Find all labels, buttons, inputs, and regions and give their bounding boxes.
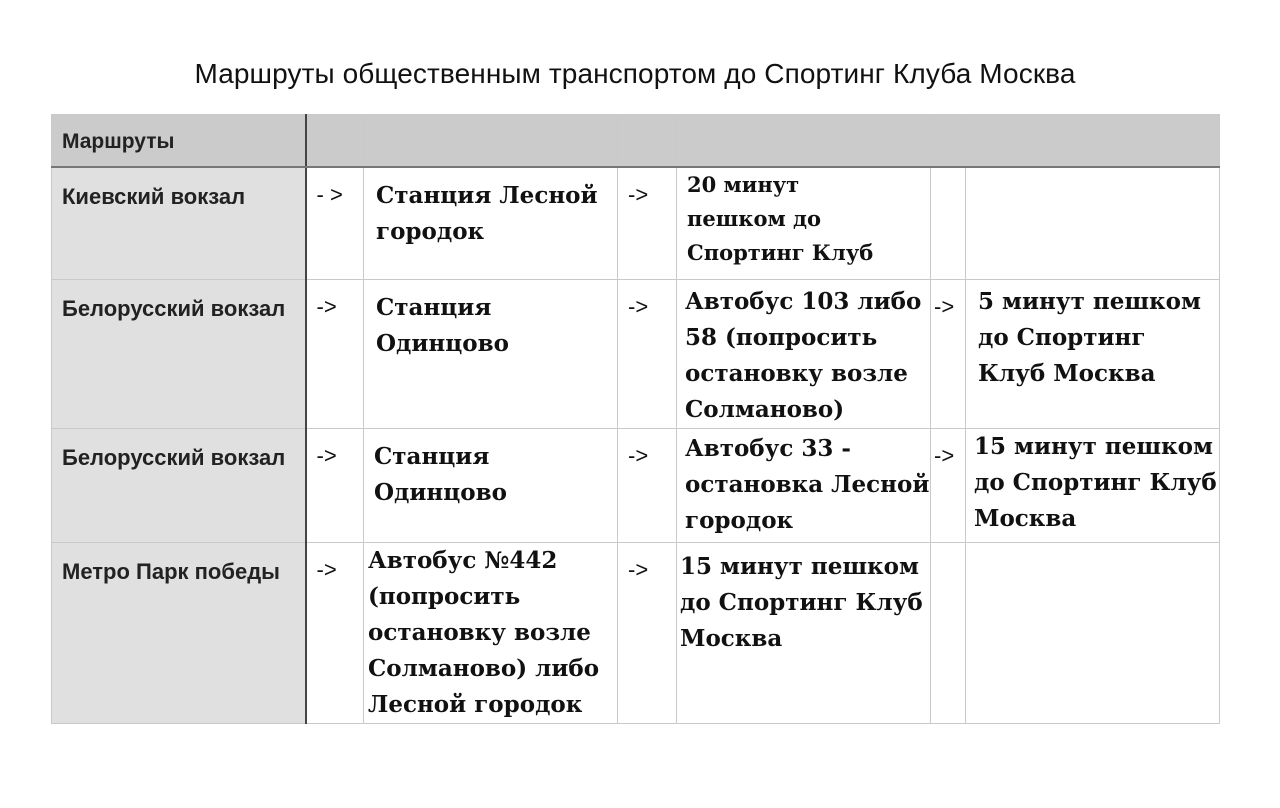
- table-row: [52, 428, 1220, 542]
- step-cell: [966, 279, 1220, 428]
- header-cell: [364, 115, 618, 168]
- header-cell: [677, 115, 931, 168]
- route-cell: [52, 279, 306, 428]
- header-cell: [966, 115, 1220, 168]
- arrow-text: ->: [628, 556, 649, 582]
- arrow-text: ->: [628, 182, 649, 207]
- step-text: 20 минут пешком до Спортинг Клуб: [687, 172, 874, 265]
- step-text: Автобус 103 либо 58 (попросить остановку возле Солманово): [685, 287, 922, 423]
- step-cell: [364, 428, 618, 542]
- table-header-row: [52, 115, 1220, 168]
- arrow-text: ->: [316, 556, 337, 582]
- route-cell: [52, 428, 306, 542]
- route-name: Метро Парк победы: [62, 558, 280, 584]
- arrow-text: ->: [934, 442, 955, 468]
- arrow-text: ->: [316, 442, 337, 468]
- step-text: 5 минут пешком до Спортинг Клуб Москва: [978, 287, 1201, 387]
- arrow-cell: [306, 167, 364, 279]
- step-text: Станция Одинцово: [374, 442, 507, 506]
- arrow-text: [931, 168, 965, 182]
- arrow-text: ->: [934, 293, 955, 319]
- table-row: [52, 279, 1220, 428]
- arrow-text: ->: [628, 442, 649, 468]
- step-text: 15 минут пешком до Спортинг Клуб Москва: [680, 552, 923, 652]
- arrow-cell: [618, 542, 677, 723]
- header-label: Маршруты: [62, 130, 175, 153]
- route-cell: [52, 167, 306, 279]
- routes-table: [51, 114, 1220, 724]
- arrow-text: [931, 543, 965, 557]
- arrow-text: - >: [316, 182, 343, 207]
- arrow-text: ->: [316, 293, 337, 319]
- arrow-cell: [306, 279, 364, 428]
- step-cell: [677, 428, 931, 542]
- header-cell: [931, 115, 966, 168]
- step-cell: [364, 279, 618, 428]
- route-name: Белорусский вокзал: [62, 295, 286, 321]
- arrow-cell: [931, 428, 966, 542]
- step-cell: [677, 279, 931, 428]
- step-text: Автобус 33 - остановка Лесной городок: [685, 434, 930, 534]
- arrow-cell: [931, 167, 966, 279]
- arrow-cell: [618, 428, 677, 542]
- arrow-cell: [931, 279, 966, 428]
- arrow-cell: [618, 167, 677, 279]
- route-cell: [52, 542, 306, 723]
- arrow-cell: [306, 428, 364, 542]
- header-cell: [306, 115, 364, 168]
- page-title: Маршруты общественным транспортом до Спортинг Клуба Москва: [194, 58, 1076, 89]
- step-text: Станция Одинцово: [376, 293, 509, 357]
- step-text: Станция Лесной городок: [376, 182, 598, 245]
- step-cell: [966, 167, 1220, 279]
- step-cell: [966, 428, 1220, 542]
- route-name: Белорусский вокзал: [62, 444, 286, 470]
- step-cell: [364, 542, 618, 723]
- step-cell: [966, 542, 1220, 723]
- step-cell: [677, 542, 931, 723]
- step-cell: [677, 167, 931, 279]
- route-name: Киевский вокзал: [62, 184, 246, 209]
- table-row: [52, 167, 1220, 279]
- arrow-cell: [931, 542, 966, 723]
- header-cell-routes: [52, 115, 306, 168]
- header-cell: [618, 115, 677, 168]
- arrow-cell: [618, 279, 677, 428]
- table-row: [52, 542, 1220, 723]
- step-text: 15 минут пешком до Спортинг Клуб Москва: [974, 432, 1217, 532]
- arrow-text: ->: [628, 293, 649, 319]
- arrow-cell: [306, 542, 364, 723]
- step-cell: [364, 167, 618, 279]
- step-text: Автобус №442 (попросить остановку возле Солманово) либо Лесной городок: [368, 546, 600, 718]
